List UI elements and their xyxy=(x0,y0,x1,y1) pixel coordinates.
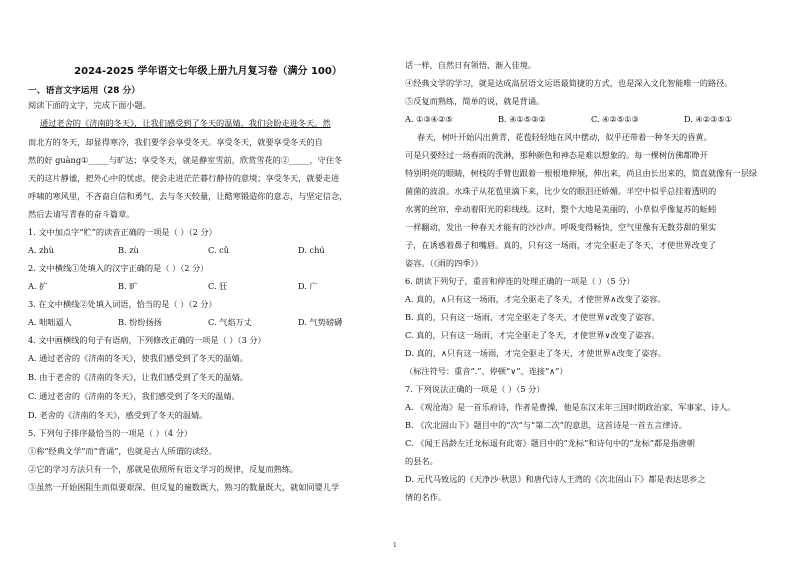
question-5-sentence: ①称“经典文学”而“背诵”，也就是古人所谓的读经。 xyxy=(28,446,217,456)
passage2-line: 水雾的丝帘，牵动着阳光的彩线线。这时，整个大地是美丽的，小草似乎像复苏的蚯蚓 xyxy=(405,204,717,214)
question-2-option-c[interactable]: C. 狂 xyxy=(208,281,228,291)
page-number: 1 xyxy=(393,542,397,549)
question-4-option-d[interactable]: D. 老舍的《济南的冬天》，感受到了冬天的温婧。 xyxy=(28,410,208,420)
question-6-note: （标注符号：重音“.”、停顿“∨”、连接“∧”） xyxy=(405,366,568,376)
question-4-option-a[interactable]: A. 通过老舍的《济南的冬天》，使我们感受到了冬天的温婧。 xyxy=(28,353,248,363)
passage2-line: 春天，树叶开始闪出黄青，花苞轻轻地在风中摆动，似乎还带着一种冬天的昏黄。 xyxy=(417,132,712,142)
passage2-line: 菌菌的波浪。水珠子从花苞里滴下来，比少女的眼泪还娇媚。半空中似乎总挂着透明的 xyxy=(405,186,717,196)
question-4-stem: 4. 文中画横线的句子有语病，下列修改正确的一项是（ ）（3 分） xyxy=(28,335,266,345)
passage-line: 然后去请写青春的奋斗篇章。 xyxy=(28,209,135,219)
question-7-option-c-cont: 的县名。 xyxy=(405,456,438,466)
question-3-option-d[interactable]: D. 气势磅礴 xyxy=(298,317,343,327)
question-5-sentence: ③虽然一开始困阻生而似要艰深，但反复的遍数既大，熟习的数量既大，就如同婴儿学 xyxy=(28,482,340,492)
question-1-option-a[interactable]: A. zhù xyxy=(28,245,54,255)
question-6-option-d[interactable]: D. 真的，∧只有这一场雨，才完全驱走了冬天，才使世界∧改变了姿容。 xyxy=(405,348,666,358)
passage-line: 呼啸的寒风里，不吝啬自信和勇气，去与冬天较量，让酷寒锻造你的意志，与坚定信念， xyxy=(28,191,348,201)
question-2-option-d[interactable]: D. 广 xyxy=(298,281,318,291)
passage2-line: 一样翻动，发出一种春天才能有的沙沙声。呼吸变得畅快，空气里像有无数芬甜的果实 xyxy=(405,222,717,232)
question-6-option-a[interactable]: A. 真的，∧只有这一场雨，才完全驱走了冬天，才使世界∧改变了姿容。 xyxy=(405,294,666,304)
question-1-stem: 1. 文中加点字“贮”的读音正确的一项是（ ）（2 分） xyxy=(28,227,217,237)
question-2-stem: 2. 文中横线①处填入的汉字正确的是（ ）（2 分） xyxy=(28,263,209,273)
question-7-option-c[interactable]: C. 《闻王昌龄左迁龙标遥有此寄》题目中的“龙标”和诗句中的“龙标”都是指唐朝 xyxy=(405,438,695,448)
question-6-option-b[interactable]: B. 真的，只有这一场雨，才完全驱走了冬天，才使世界∨改变了姿容。 xyxy=(405,312,660,322)
question-5-sentence: ④经典文学的学习，就是达成高层语文运语最简捷的方式，也是深入文化智能唯一的路径。 xyxy=(405,78,733,88)
question-5-sentence: 话一样，自然日有领悟，渐入佳境。 xyxy=(405,60,537,70)
question-7-stem: 7. 下列说法正确的一项是（ ）（5 分） xyxy=(405,384,545,394)
passage2-line: 特别明亮的眼睛，树枝的手臂也跟着一根根地伸展，伸出来，尚且由长出来的，简直就像有一层绿 xyxy=(405,168,758,178)
question-1-option-b[interactable]: B. zù xyxy=(118,245,139,255)
instruction-text: 阅读下面的文字，完成下面小题。 xyxy=(28,100,151,110)
passage-line: 通过老舍的《济南的冬天》，让我们感受到了冬天的温婧。我们会盼走进冬天。然 xyxy=(40,118,331,128)
question-5-option-d[interactable]: D. ④②③⑤① xyxy=(684,114,733,124)
question-7-option-a[interactable]: A. 《观沧海》是一首乐府诗，作者是曹操，他是东汉末年三国时期政治家、军事家、诗人。 xyxy=(405,402,736,412)
passage-line: 然的好 guàng①_____与旷达；享受冬天，就是静室雪前，欣赏雪花的②_____，守住冬 xyxy=(28,155,343,165)
question-5-option-b[interactable]: B. ④①⑤③② xyxy=(498,114,546,124)
passage-line: 而北方的冬天，却显得寒冷，我们要学会享受冬天。享受冬天，就要享受冬天的自 xyxy=(28,137,323,147)
question-5-stem: 5. 下列句子排序最恰当的一项是（ ）（4 分） xyxy=(28,428,193,438)
passage-line: 天的这片静谧，把外心中的忧虑，使会走进茫茫暮行静待的意境；享受冬天，就要走进 xyxy=(28,173,340,183)
question-3-stem: 3. 在文中横线②处填入词语，恰当的是（ ）（2 分） xyxy=(28,299,217,309)
question-2-option-a[interactable]: A. 扩 xyxy=(28,281,48,291)
question-7-option-b[interactable]: B. 《次北固山下》题目中的“次”与“第二次”的意思，这首诗是一首五言律诗。 xyxy=(405,420,687,430)
passage2-line: 子，在诱惑着鼻子和嘴唇。真的，只有这一场雨，才完全驱走了冬天，才使世界改变了 xyxy=(405,240,717,250)
question-6-stem: 6. 朗读下列句子，重音和停连的处理正确的一项是（ ）（5 分） xyxy=(405,276,635,286)
question-3-option-a[interactable]: A. 咄咄逼人 xyxy=(28,317,72,327)
question-6-option-c[interactable]: C. 真的，只有这一场雨，才完全驱走了冬天，才使世界∨改变了姿容。 xyxy=(405,330,660,340)
question-3-option-c[interactable]: C. 气焰万丈 xyxy=(208,317,252,327)
question-4-option-c[interactable]: C. 通过老舍的《济南的冬天》，我们感受到了冬天的温婧。 xyxy=(28,391,240,401)
section-heading: 一、语言文字运用（28 分） xyxy=(28,86,141,96)
question-4-option-b[interactable]: B. 由于老舍的《济南的冬天》，让我们感受到了冬天的温婧。 xyxy=(28,372,248,382)
question-2-option-b[interactable]: B. 旷 xyxy=(118,281,138,291)
question-5-option-c[interactable]: C. ④②⑤①③ xyxy=(591,114,639,124)
page-title: 2024-2025 学年语文七年级上册九月复习卷（满分 100） xyxy=(74,66,342,77)
question-7-option-d-cont: 情的名作。 xyxy=(405,492,446,502)
question-3-option-b[interactable]: B. 纷纷扬扬 xyxy=(118,317,162,327)
question-5-sentence: ②它的学习方法只有一个，那就是依照所有语文学习的规律，反复而熟练。 xyxy=(28,464,299,474)
passage2-line: 姿容。（《雨的四季》） xyxy=(405,258,483,268)
question-1-option-d[interactable]: D. chú xyxy=(298,245,325,255)
question-7-option-d[interactable]: D. 元代马致远的《天净沙·秋思》和唐代诗人王湾的《次北固山下》都是表达思乡之 xyxy=(405,474,706,484)
question-5-option-a[interactable]: A. ①③④②⑤ xyxy=(405,114,453,124)
question-1-option-c[interactable]: C. cǔ xyxy=(208,245,230,255)
passage2-line: 可是只要经过一场春雨的洗淋，那种颜色和神态是难以想象的。每一棵树仿佛都睁开 xyxy=(405,150,708,160)
question-5-sentence: ⑤反复而熟练，简单的说，就是背诵。 xyxy=(405,96,545,106)
